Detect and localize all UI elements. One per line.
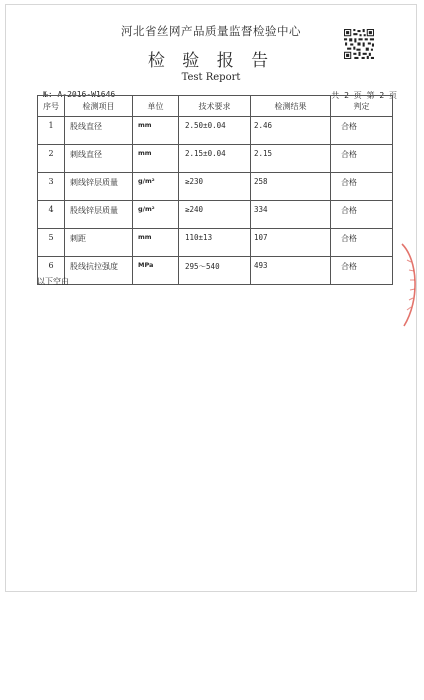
- row-unit: MPa: [133, 257, 179, 285]
- header-index: 序号: [38, 96, 65, 117]
- row-unit: mm: [133, 117, 179, 145]
- qr-code-icon: [344, 29, 374, 59]
- row-result: 107: [251, 229, 331, 257]
- row-index: 6: [38, 257, 65, 285]
- page-info: 共 2 页 第 2 页: [331, 91, 397, 100]
- row-item: 刺线锌层质量: [65, 173, 133, 201]
- test-results-table: [37, 95, 393, 285]
- report-number: №: A-2016-W1646: [43, 90, 116, 99]
- row-requirement: 110±13: [179, 229, 251, 257]
- row-requirement: 2.15±0.04: [179, 145, 251, 173]
- row-index: 2: [38, 145, 65, 173]
- report-sheet: [5, 4, 417, 592]
- row-index: 4: [38, 201, 65, 229]
- row-result: 2.15: [251, 145, 331, 173]
- table-row: [38, 117, 393, 145]
- table-header-row: [38, 96, 393, 117]
- row-verdict: 合格: [331, 173, 393, 201]
- row-index: 3: [38, 173, 65, 201]
- row-unit: mm: [133, 145, 179, 173]
- blank-below-remark: 以下空白: [37, 277, 69, 286]
- row-unit: g/m²: [133, 173, 179, 201]
- row-index: 1: [38, 117, 65, 145]
- header-result: 检测结果: [251, 96, 331, 117]
- row-index: 5: [38, 229, 65, 257]
- row-requirement: ≥230: [179, 173, 251, 201]
- row-requirement: ≥240: [179, 201, 251, 229]
- row-verdict: 合格: [331, 117, 393, 145]
- row-result: 493: [251, 257, 331, 285]
- row-verdict: 合格: [331, 229, 393, 257]
- report-title: 检 验 报 告: [147, 51, 275, 71]
- header-verdict: 判定: [331, 96, 393, 117]
- table-row: [38, 173, 393, 201]
- table-row: [38, 145, 393, 173]
- row-result: 2.46: [251, 117, 331, 145]
- row-unit: mm: [133, 229, 179, 257]
- row-unit: g/m²: [133, 201, 179, 229]
- row-requirement: 295～540: [179, 257, 251, 285]
- row-item: 股线抗拉强度: [65, 257, 133, 285]
- header-unit: 单位: [133, 96, 179, 117]
- header-requirement: 技术要求: [179, 96, 251, 117]
- official-seal-icon: [398, 240, 420, 330]
- row-result: 258: [251, 173, 331, 201]
- row-item: 刺距: [65, 229, 133, 257]
- row-requirement: 2.50±0.04: [179, 117, 251, 145]
- table-row: [38, 229, 393, 257]
- organization-name: 河北省丝网产品质量监督检验中心: [121, 24, 301, 38]
- row-verdict: 合格: [331, 145, 393, 173]
- row-result: 334: [251, 201, 331, 229]
- table-row: [38, 201, 393, 229]
- row-item: 股线直径: [65, 117, 133, 145]
- header-item: 检测项目: [65, 96, 133, 117]
- row-verdict: 合格: [331, 201, 393, 229]
- report-subtitle: Test Report: [181, 72, 241, 83]
- row-verdict: 合格: [331, 257, 393, 285]
- row-item: 刺线直径: [65, 145, 133, 173]
- row-item: 股线锌层质量: [65, 201, 133, 229]
- table-row: [38, 257, 393, 285]
